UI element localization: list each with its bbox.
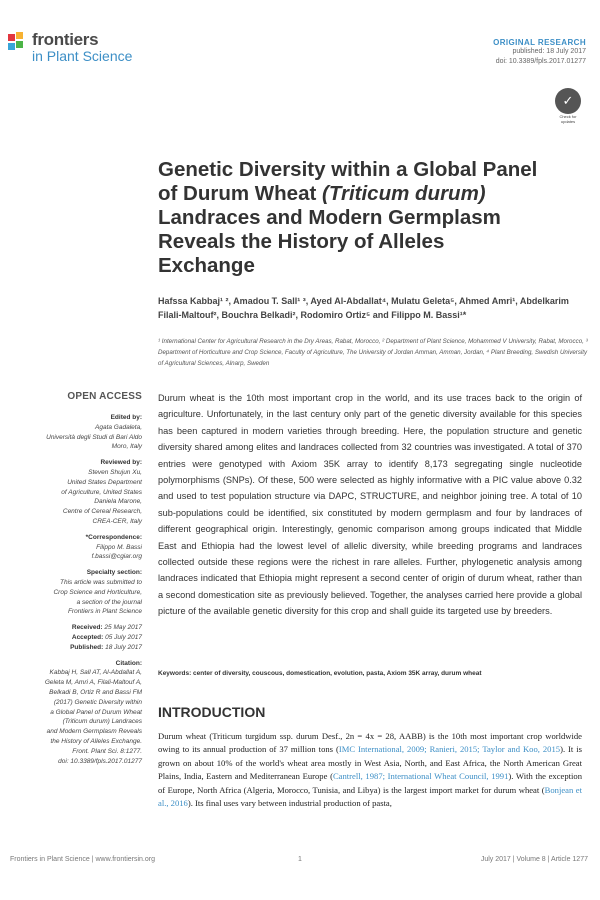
edited-by-line: Moro, Italy [111,443,142,451]
published-value: 18 July 2017 [105,643,142,651]
reviewed-by-line: Centre of Cereal Research, [62,508,142,516]
accepted-value: 05 July 2017 [105,633,142,641]
citation-line: Belkadi B, Ortiz R and Bassi FM [49,688,142,696]
frontiers-logo-icon [8,32,30,54]
journal-name-bottom: in Plant Science [32,48,133,64]
citation-line[interactable]: doi: 10.3389/fpls.2017.01277 [58,757,142,765]
correspondence-heading: *Correspondence: [85,533,142,541]
check-icon: ✓ [555,88,581,114]
citation-line: (2017) Genetic Diversity within [53,698,142,706]
reviewed-by-line: CREA-CER, Italy [92,517,142,525]
edited-by-line: Agata Gadaleta, [95,423,142,431]
received-value: 25 May 2017 [104,624,142,632]
citation-line: a Global Panel of Durum Wheat [50,708,142,716]
published-label: Published: [70,643,104,651]
keywords [158,670,582,677]
article-meta [386,38,586,67]
citation-line: Front. Plant Sci. 8:1277. [72,747,142,755]
citation-link[interactable]: IMC International, 2009; Ranieri, 2015; Taylor and Koo, 2015 [338,744,561,755]
paper-title [158,158,538,278]
author-list: Hafssa Kabbaj¹ ², Amadou T. Sall¹ ³, Ayed Al-Abdallat⁴, Mulatu Geleta⁵, Ahmed Amri¹, Abdelkarim Filali-Maltouf², Bouchra Belkadi², Rodomiro Ortiz⁵ and Filippo M. Bassi¹* [158,296,569,320]
received-label: Received: [71,624,103,632]
accepted-label: Accepted: [71,633,104,641]
footer-issue: July 2017 | Volume 8 | Article 1277 [480,856,588,863]
citation-line: Geleta M, Amri A, Filali-Maltouf A, [44,679,142,687]
reviewed-by-line: Steven Shujun Xu, [88,468,142,476]
published-date-side [18,643,142,653]
accepted-date [18,633,142,643]
specialty-line: Frontiers in Plant Science [67,608,142,616]
citation-line: and Modern Germplasm Reveals [46,728,142,736]
footer-journal: Frontiers in Plant Science | www.frontiersin.org [10,856,155,863]
edited-by-line: Università degli Studi di Bari Aldo [46,433,142,441]
specialty-heading: Specialty section: [86,569,142,577]
edited-by-heading: Edited by: [110,414,142,421]
doi[interactable]: doi: 10.3389/fpls.2017.01277 [495,58,586,65]
journal-logo [8,30,168,74]
reviewed-by-line: United States Department [67,478,142,486]
citation-link[interactable]: Bonjean et al., 2016 [158,784,582,809]
intro-text: ). With the exception of Europe, North Africa (Algeria, Morocco, Tunisia, and Libya) is the largest import market for durum wheat ( [158,771,583,795]
keywords-list: center of diversity, couscous, domestication, evolution, pasta, Axiom 35K array, durum wheat [193,670,482,677]
article-type: ORIGINAL RESEARCH [493,38,586,47]
correspondence-name: Filippo M. Bassi [96,543,142,551]
introduction-text [158,730,582,810]
abstract: Durum wheat is the 10th most important crop in the world, and its use traces back to the origin of agriculture. Unfortunately, in the last century only part of the genetic diversity available for this species has been captured in modern varieties through breeding. Here, the population structure and genetic diversity shared among elites and landraces collected from 32 countries was investigated. A total of 370 entries were genotyped with Axiom 35K array to identify 8,173 segregating single nucleotide polymorphisms (SNPs). Of these, 500 were selected as highly informative with a PIC value above 0.32 and used to test population structure via DAPC, STRUCTURE, and neighbor joining tree. A total of 10 sub-populations could be identified, six constituted by modern germplasm and four by landraces of different geographical origin. Interestingly, genomic comparison among groups indicated that Middle East and Ethiopia had the lowest level of allelic diversity, while breeding programs and landraces collected outside these regions were the richest in rare alleles. Further, phylogenetic analysis among landraces indicated that Ethiopia might represent a second center of origin of durum wheat, rather than a second domestication site as previously believed. Together, the analyses carried here provide a global picture of the available genetic diversity for this crop and shall guide its targeted use by breeders. [158,393,582,617]
intro-text: Durum wheat (Triticum turgidum ssp. durum Desf., 2n = 4x = 28, AABB) is the 10th most important crop worldwide owing to its annual production of 37 million tons ( [158,731,582,755]
citation-line: the History of Alleles Exchange. [50,737,142,745]
citation-line: Kabbaj H, Sall AT, Al-Abdallat A, [49,669,142,677]
sidebar [18,413,142,766]
reviewed-by-line: Daniela Marone, [94,498,142,506]
title-main: Genetic Diversity within a Global Panel of Durum Wheat [158,158,538,205]
title-italic: (Triticum durum) [322,182,486,205]
published-date: published: 18 July 2017 [512,48,586,55]
specialty-line: This article was submitted to [59,578,142,586]
footer-page-number: 1 [298,856,302,863]
specialty-line: Crop Science and Horticulture, [53,588,142,596]
citation-link[interactable]: Cantrell, 1987; International Wheat Council, 1991 [332,771,509,782]
check-label: Check for updates [559,114,577,124]
open-access-label: OPEN ACCESS [67,391,142,402]
correspondence-email[interactable]: f.bassi@cgiar.org [91,553,142,561]
reviewed-by-line: of Agriculture, United States [61,488,142,496]
affiliations: ¹ International Center for Agricultural Research in the Dry Areas, Rabat, Morocco, ² Department of Plant Science, Mohammed V University, Rabat, Morocco, ³ Department of Horticulture and Crop Science, Faculty of Agriculture, The University of Jordan Amman, Amman, Jordan, ⁴ Plant Breeding, Swedish University of Agricultural Sciences, Alnarp, Sweden [158,338,588,367]
citation-line: (Triticum durum) Landraces [62,718,142,726]
check-for-updates-badge[interactable] [554,88,582,124]
intro-text: ). Its final uses vary between industrial production of pasta, [187,798,392,809]
received-date [18,623,142,633]
intro-text: ). It is grown on about 10% of the world's wheat area mostly in West Asia, North, and East Africa, the North American Great Plains, India, Eastern and Mediterranean Europe ( [158,744,582,782]
title-rest: Landraces and Modern Germplasm Reveals the History of Alleles Exchange [158,206,501,277]
journal-name-top: frontiers [32,30,99,49]
keywords-label: Keywords: [158,670,192,677]
citation-heading: Citation: [115,659,142,667]
specialty-line: a section of the journal [76,598,142,606]
introduction-heading: INTRODUCTION [158,704,266,720]
reviewed-by-heading: Reviewed by: [100,459,142,467]
